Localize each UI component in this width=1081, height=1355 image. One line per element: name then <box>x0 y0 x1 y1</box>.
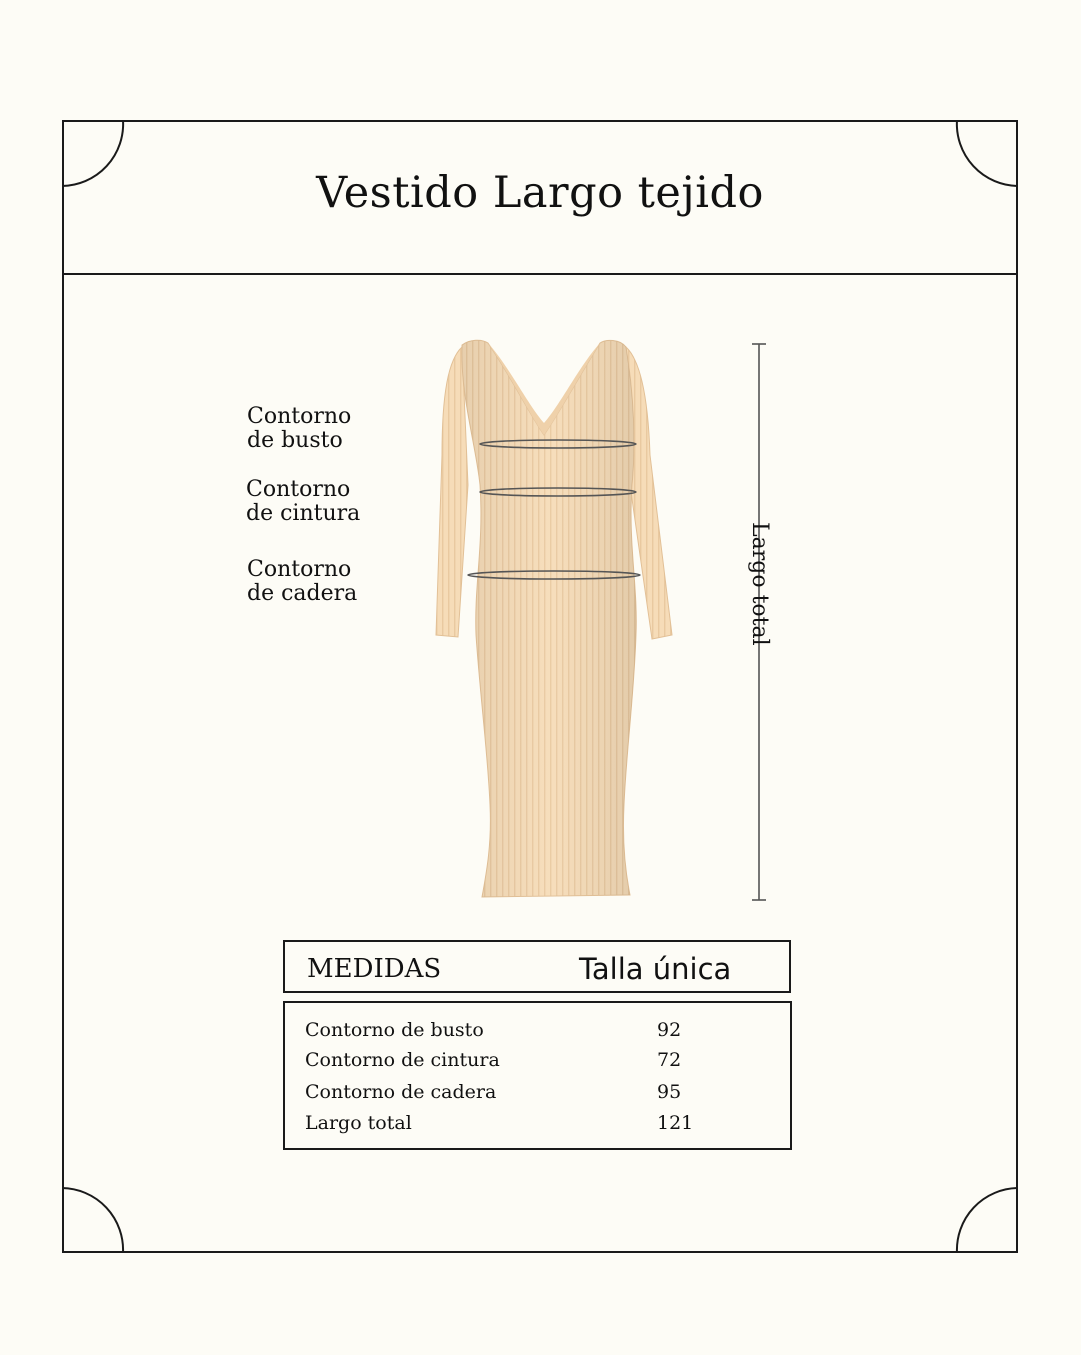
header-talla: Talla única <box>579 952 732 986</box>
row-name: Contorno de cintura <box>305 1049 500 1071</box>
header-medidas: MEDIDAS <box>307 954 442 984</box>
label-cintura-line1: Contorno <box>246 477 351 502</box>
label-cintura-line2: de cintura <box>246 501 361 526</box>
row-name: Contorno de cadera <box>305 1081 497 1103</box>
label-busto-line1: Contorno <box>247 404 352 429</box>
row-name: Contorno de busto <box>305 1019 484 1041</box>
corner-ornament-bottom-right <box>954 1187 1018 1255</box>
label-cadera-line1: Contorno <box>247 557 352 582</box>
corner-ornament-bottom-left <box>62 1187 126 1255</box>
table-header <box>283 940 791 993</box>
row-value: 72 <box>657 1049 682 1071</box>
label-largo-total: Largo total <box>747 522 772 646</box>
row-value: 95 <box>657 1081 682 1103</box>
label-busto <box>247 405 351 453</box>
table-row <box>305 1081 765 1109</box>
label-cadera <box>247 558 357 606</box>
table-body <box>283 1001 792 1150</box>
row-value: 92 <box>657 1019 682 1041</box>
label-cadera-line2: de cadera <box>247 581 358 606</box>
row-name: Largo total <box>305 1112 412 1134</box>
table-row <box>305 1019 765 1047</box>
table-row <box>305 1049 765 1077</box>
header-divider <box>62 273 1018 275</box>
row-value: 121 <box>657 1112 694 1134</box>
label-busto-line2: de busto <box>247 428 343 453</box>
table-row <box>305 1112 765 1140</box>
label-cintura <box>246 478 360 526</box>
dress-illustration <box>430 335 680 905</box>
page-title: Vestido Largo tejido <box>316 168 764 218</box>
